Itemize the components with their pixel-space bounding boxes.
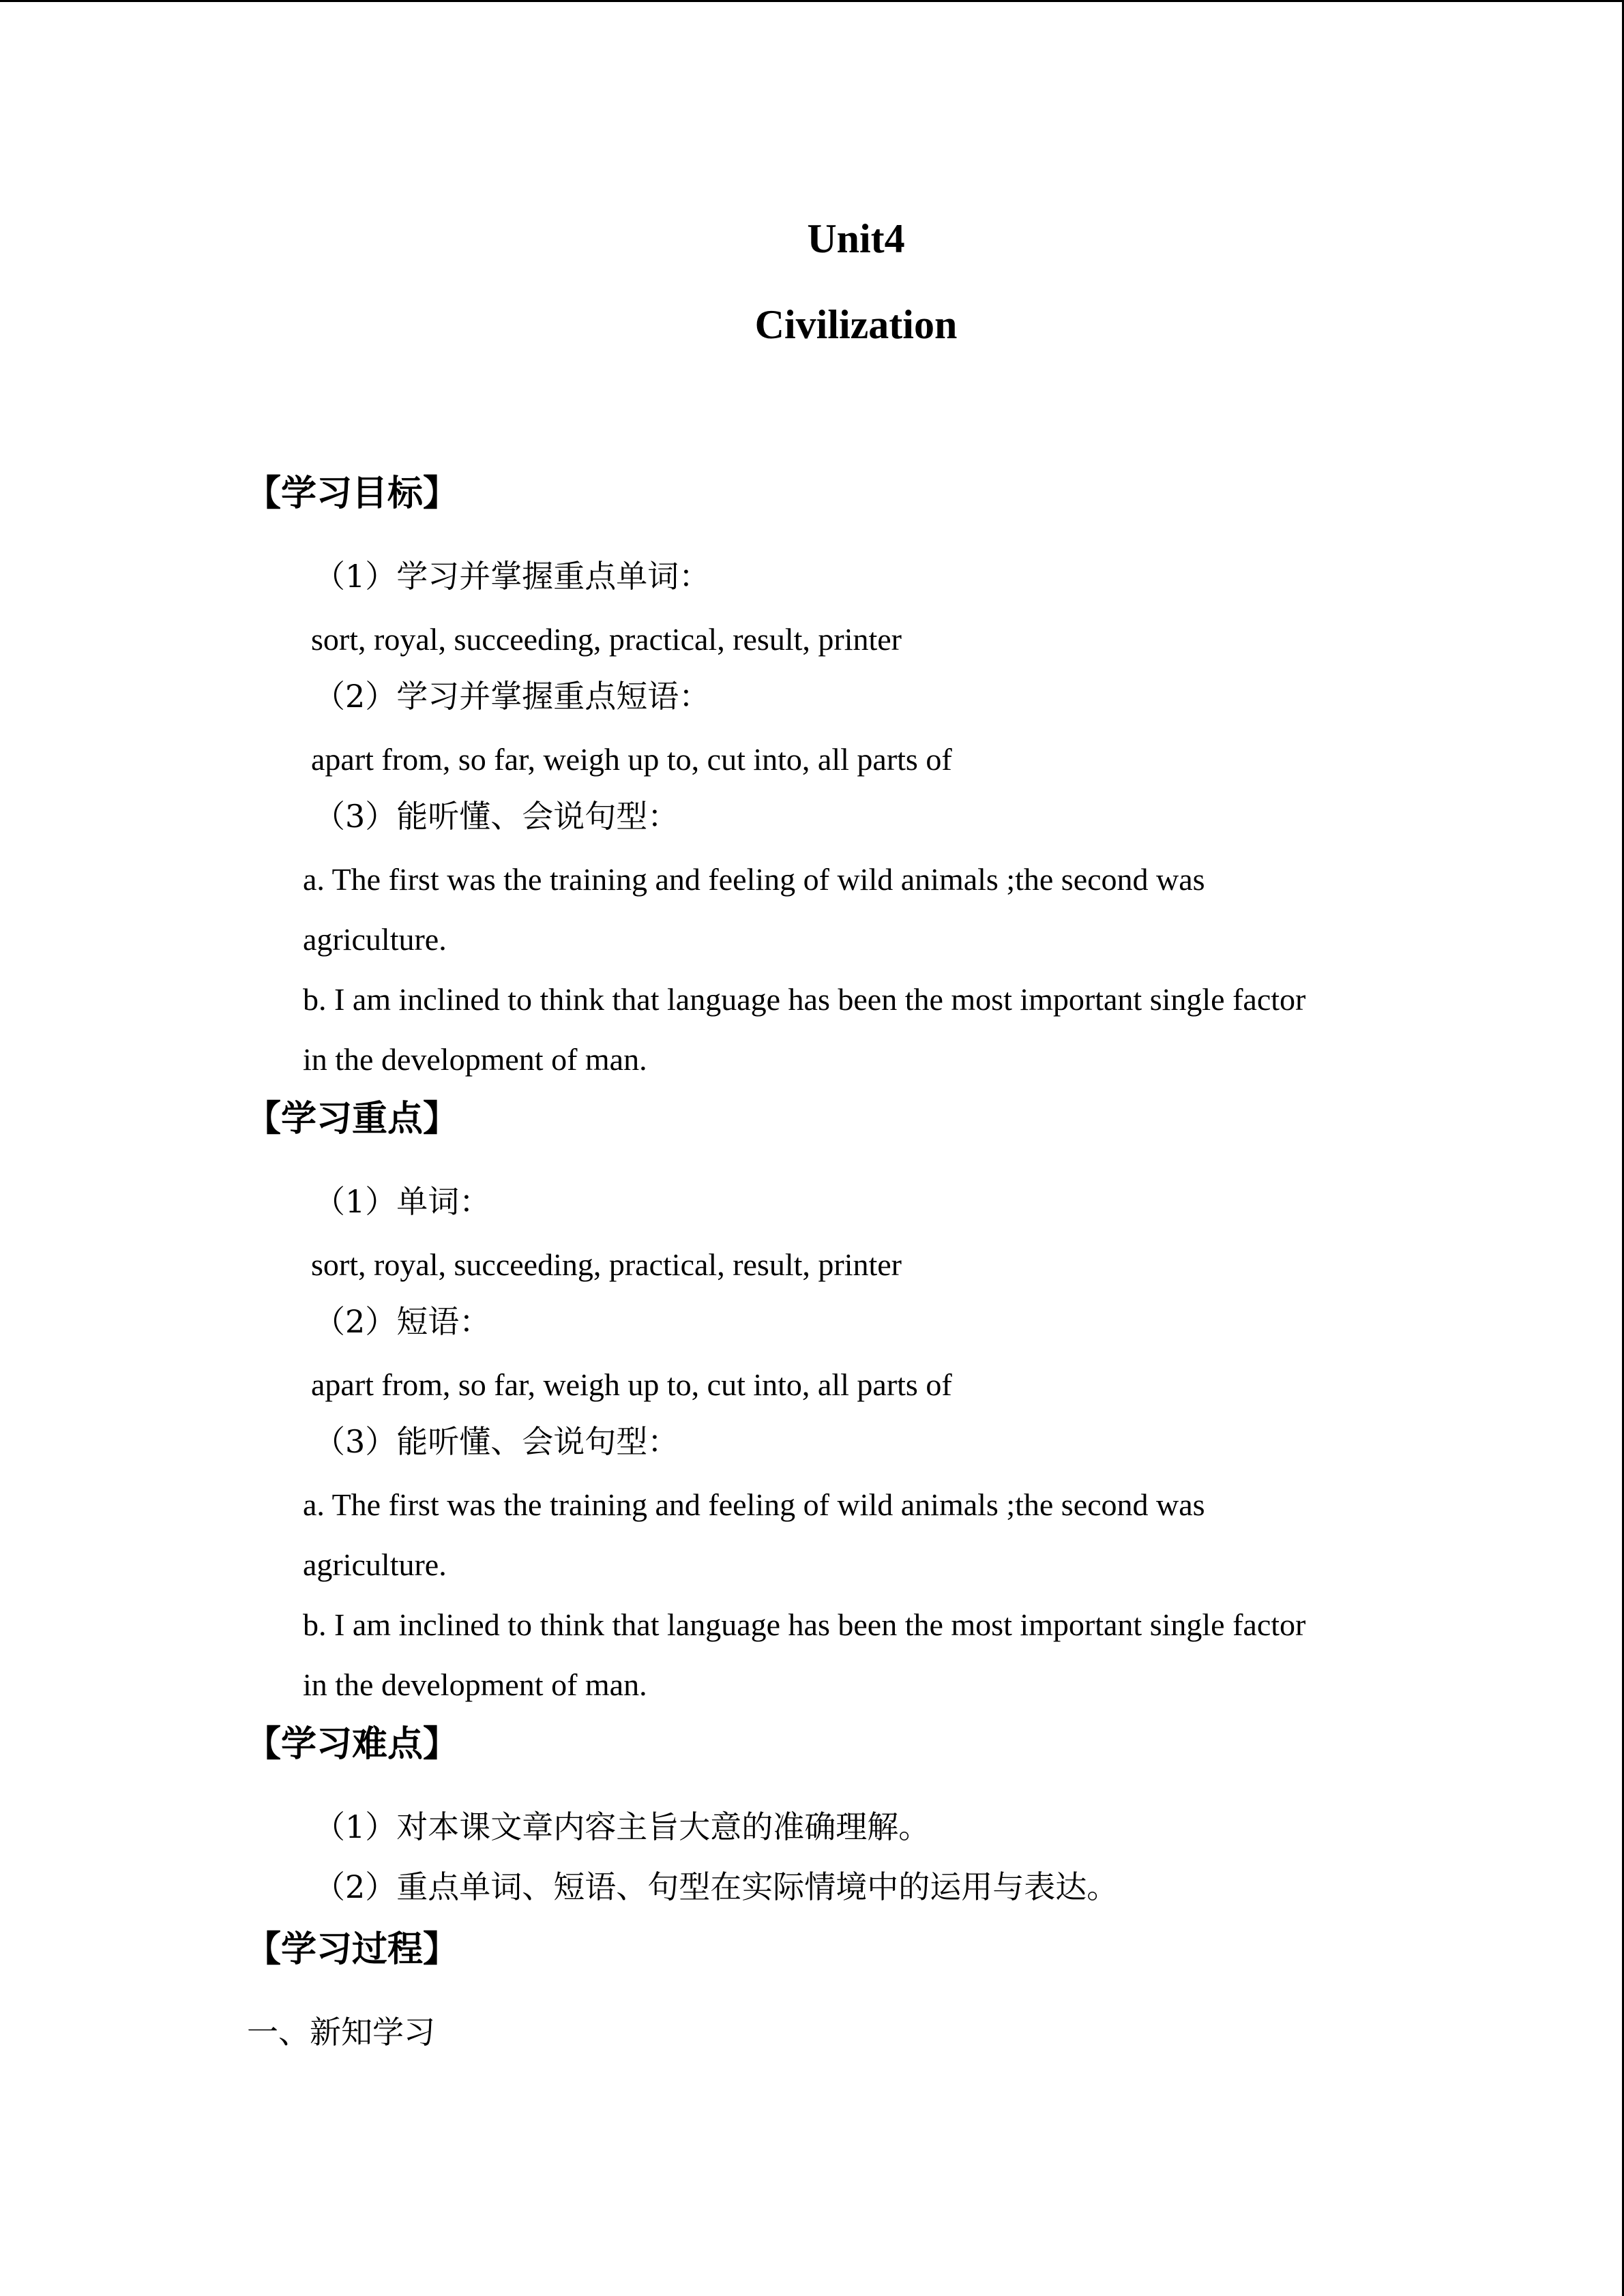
objectives-sentence-b-line2: in the development of man. xyxy=(303,1042,647,1077)
key-points-sentence-a-line2: agriculture. xyxy=(303,1547,447,1582)
objectives-item2-label: （2）学习并掌握重点短语： xyxy=(314,678,711,715)
key-points-item3-label: （3）能听懂、会说句型： xyxy=(314,1423,679,1460)
process-heading: 【学习过程】 xyxy=(246,1928,459,1970)
difficulties-heading: 【学习难点】 xyxy=(246,1723,459,1765)
objectives-heading: 【学习目标】 xyxy=(246,473,459,514)
objectives-item1-words: sort, royal, succeeding, practical, result, printer xyxy=(311,622,902,657)
unit-title: Unit4 xyxy=(807,216,905,261)
key-points-item1-words: sort, royal, succeeding, practical, result, printer xyxy=(311,1247,902,1282)
key-points-heading: 【学习重点】 xyxy=(246,1098,459,1139)
key-points-sentence-b-line1: b. I am inclined to think that language has been the most important single factor xyxy=(303,1607,1306,1642)
key-points-item2-phrases: apart from, so far, weigh up to, cut into, all parts of xyxy=(311,1367,952,1402)
objectives-item2-phrases: apart from, so far, weigh up to, cut into, all parts of xyxy=(311,742,952,777)
objectives-sentence-b-line1: b. I am inclined to think that language has been the most important single factor xyxy=(303,982,1306,1017)
key-points-item1-label: （1）单词： xyxy=(314,1183,491,1220)
difficulties-item2: （2）重点单词、短语、句型在实际情境中的运用与表达。 xyxy=(314,1868,1119,1905)
key-points-sentence-b-line2: in the development of man. xyxy=(303,1667,647,1702)
objectives-item1-label: （1）学习并掌握重点单词： xyxy=(314,558,711,595)
difficulties-item1: （1）对本课文章内容主旨大意的准确理解。 xyxy=(314,1808,930,1845)
objectives-item3-label: （3）能听懂、会说句型： xyxy=(314,798,679,835)
page-top-border xyxy=(0,0,1624,2)
objectives-sentence-a-line2: agriculture. xyxy=(303,922,447,957)
process-section1: 一、新知学习 xyxy=(247,2014,435,2051)
objectives-sentence-a-line1: a. The first was the training and feeling of wild animals ;the second was xyxy=(303,862,1205,897)
key-points-sentence-a-line1: a. The first was the training and feeling of wild animals ;the second was xyxy=(303,1487,1205,1522)
key-points-item2-label: （2）短语： xyxy=(314,1303,491,1340)
topic-title: Civilization xyxy=(754,302,958,347)
